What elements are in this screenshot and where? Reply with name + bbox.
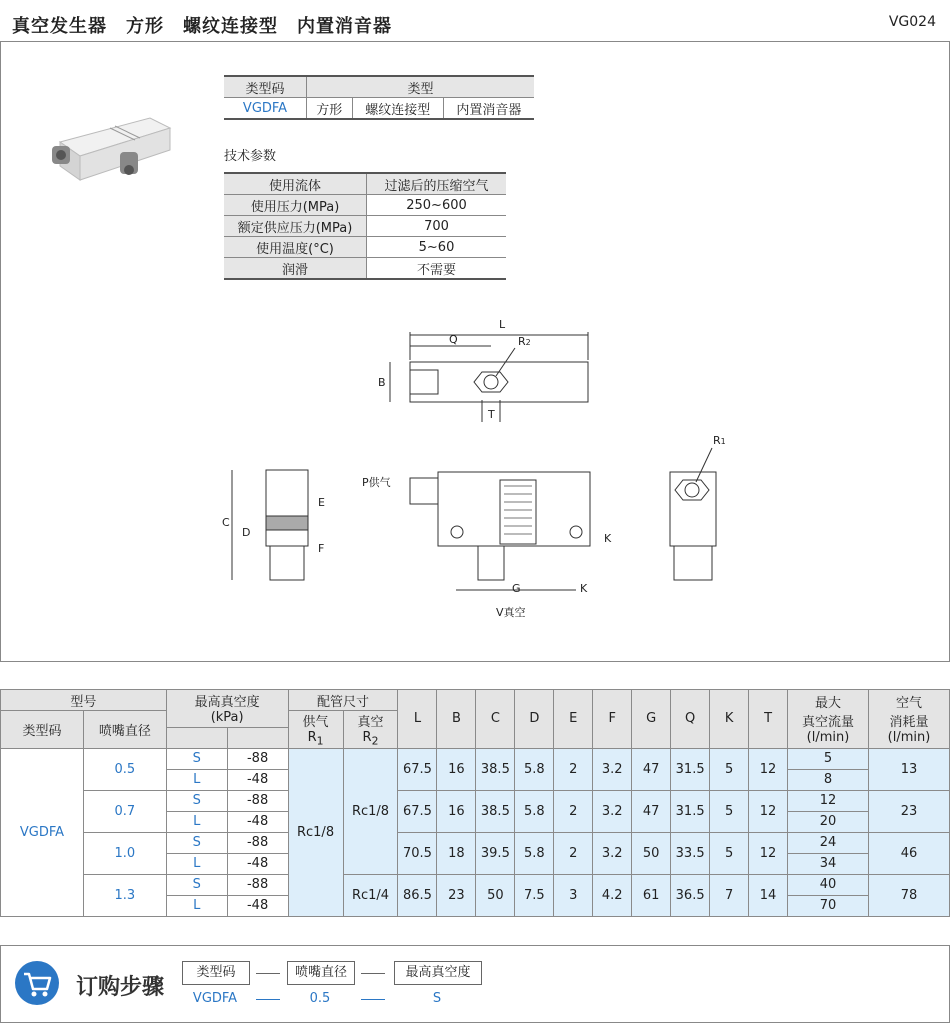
right-view-port bbox=[674, 546, 712, 580]
spec-E: 2 bbox=[554, 748, 593, 790]
spec-air: 13 bbox=[868, 748, 949, 790]
spec-l-value: -48 bbox=[227, 853, 288, 874]
spec-col-L: L bbox=[398, 690, 437, 749]
spec-flow-s: 40 bbox=[788, 874, 869, 895]
spec-Q: 36.5 bbox=[671, 874, 710, 916]
spec-flow-s: 12 bbox=[788, 790, 869, 811]
spec-B: 23 bbox=[437, 874, 476, 916]
top-view-body bbox=[410, 362, 588, 402]
spec-flow-l: 8 bbox=[788, 769, 869, 790]
tech-label: 使用流体 bbox=[224, 173, 367, 195]
spec-l: L bbox=[166, 895, 227, 916]
spec-E: 3 bbox=[554, 874, 593, 916]
spec-flow-l: 20 bbox=[788, 811, 869, 832]
spec-F: 3.2 bbox=[593, 748, 632, 790]
spec-header-vacr: 真空 $R_2$ bbox=[343, 711, 398, 749]
order-title: 订购步骤 bbox=[76, 975, 165, 1000]
spec-l-value: -48 bbox=[227, 895, 288, 916]
front-view-supply-port bbox=[410, 478, 438, 504]
spec-flow-l: 70 bbox=[788, 895, 869, 916]
spec-Q: 31.5 bbox=[671, 790, 710, 832]
spec-F: 3.2 bbox=[593, 790, 632, 832]
spec-col-B: B bbox=[437, 690, 476, 749]
spec-E: 2 bbox=[554, 790, 593, 832]
spec-s: S bbox=[166, 832, 227, 853]
spec-K: 7 bbox=[710, 874, 749, 916]
spec-header-vacuum: 最高真空度 (kPa) bbox=[166, 690, 288, 728]
spec-C: 38.5 bbox=[476, 748, 515, 790]
type-header: 类型 bbox=[307, 76, 535, 98]
spec-col-F: F bbox=[593, 690, 632, 749]
tech-label: 使用温度(°C) bbox=[224, 237, 367, 258]
tech-value: 250~600 bbox=[367, 195, 507, 216]
top-view-port bbox=[410, 370, 438, 394]
spec-D: 7.5 bbox=[515, 874, 554, 916]
spec-s-value: -88 bbox=[227, 790, 288, 811]
dim-F: F bbox=[318, 542, 325, 555]
spec-s-value: -88 bbox=[227, 832, 288, 853]
type-silencer: 内置消音器 bbox=[443, 98, 534, 120]
dim-R2: R2 bbox=[518, 335, 531, 348]
type-code-header: 类型码 bbox=[224, 76, 307, 98]
spec-D: 5.8 bbox=[515, 790, 554, 832]
tech-value: 5~60 bbox=[367, 237, 507, 258]
order-connector bbox=[256, 999, 280, 1000]
spec-s-value: -88 bbox=[227, 874, 288, 895]
spec-F: 4.2 bbox=[593, 874, 632, 916]
spec-nozzle: 1.3 bbox=[83, 874, 166, 916]
order-connector bbox=[361, 999, 385, 1000]
dim-T: T bbox=[488, 408, 495, 421]
spec-F: 3.2 bbox=[593, 832, 632, 874]
label-supply: P供气 bbox=[362, 476, 391, 489]
spec-s: S bbox=[166, 790, 227, 811]
spec-air: 46 bbox=[868, 832, 949, 874]
spec-D: 5.8 bbox=[515, 748, 554, 790]
tech-label: 额定供应压力(MPa) bbox=[224, 216, 367, 237]
type-code-value: VGDFA bbox=[224, 98, 307, 120]
order-value-vacuum: S bbox=[432, 991, 442, 1006]
dim-C: C bbox=[222, 516, 230, 529]
spec-Q: 31.5 bbox=[671, 748, 710, 790]
spec-B: 16 bbox=[437, 790, 476, 832]
spec-flow-s: 24 bbox=[788, 832, 869, 853]
tech-value: 不需要 bbox=[367, 258, 507, 280]
dim-L: L bbox=[499, 318, 506, 331]
spec-C: 39.5 bbox=[476, 832, 515, 874]
spec-code: VGDFA bbox=[1, 748, 84, 916]
tech-value: 过滤后的压缩空气 bbox=[367, 173, 507, 195]
dim-K-bottom: K bbox=[580, 582, 588, 595]
tech-label: 润滑 bbox=[224, 258, 367, 280]
dim-E: E bbox=[318, 496, 325, 509]
spec-nozzle: 1.0 bbox=[83, 832, 166, 874]
spec-air: 78 bbox=[868, 874, 949, 916]
spec-col-flow: 最大 真空流量 (l/min) bbox=[788, 690, 869, 749]
spec-G: 50 bbox=[632, 832, 671, 874]
spec-E: 2 bbox=[554, 832, 593, 874]
tech-table bbox=[224, 172, 506, 280]
order-connector bbox=[256, 973, 280, 974]
dimension-drawing bbox=[220, 310, 740, 630]
product-code: VG024 bbox=[888, 14, 936, 30]
spec-D: 5.8 bbox=[515, 832, 554, 874]
spec-L: 67.5 bbox=[398, 790, 437, 832]
spec-col-G: G bbox=[632, 690, 671, 749]
spec-vac-port: Rc1/4 bbox=[343, 874, 398, 916]
order-value-code: VGDFA bbox=[192, 991, 238, 1006]
spec-C: 38.5 bbox=[476, 790, 515, 832]
cart-icon bbox=[14, 960, 60, 1006]
spec-col-Q: Q bbox=[671, 690, 710, 749]
spec-nozzle: 0.5 bbox=[83, 748, 166, 790]
spec-s: S bbox=[166, 748, 227, 769]
spec-header-supply: 供气 $R_1$ bbox=[288, 711, 343, 749]
spec-l-value: -48 bbox=[227, 769, 288, 790]
spec-B: 18 bbox=[437, 832, 476, 874]
spec-l: L bbox=[166, 769, 227, 790]
spec-header-model: 型号 bbox=[1, 690, 167, 711]
dim-Q: Q bbox=[449, 333, 458, 346]
dim-G: G bbox=[512, 582, 521, 595]
spec-flow-l: 34 bbox=[788, 853, 869, 874]
spec-K: 5 bbox=[710, 748, 749, 790]
spec-G: 61 bbox=[632, 874, 671, 916]
spec-T: 12 bbox=[749, 790, 788, 832]
spec-s-value: -88 bbox=[227, 748, 288, 769]
spec-air: 23 bbox=[868, 790, 949, 832]
spec-header-pipe: 配管尺寸 bbox=[288, 690, 398, 711]
spec-T: 12 bbox=[749, 832, 788, 874]
order-box-vacuum: 最高真空度 bbox=[394, 961, 482, 985]
dim-D: D bbox=[242, 526, 251, 539]
page-title: 真空发生器 方形 螺纹连接型 内置消音器 bbox=[12, 16, 392, 37]
order-box-code: 类型码 bbox=[182, 961, 250, 985]
type-shape: 方形 bbox=[307, 98, 353, 120]
dim-R1: R1 bbox=[713, 434, 726, 447]
front-view-vacuum-port bbox=[478, 546, 504, 580]
spec-nozzle: 0.7 bbox=[83, 790, 166, 832]
spec-col-C: C bbox=[476, 690, 515, 749]
side-view-body bbox=[266, 470, 308, 546]
order-connector bbox=[361, 973, 385, 974]
spec-header-nozzle: 喷嘴直径 bbox=[83, 711, 166, 749]
spec-l-value: -48 bbox=[227, 811, 288, 832]
spec-header-code: 类型码 bbox=[1, 711, 84, 749]
spec-col-T: T bbox=[749, 690, 788, 749]
spec-L: 67.5 bbox=[398, 748, 437, 790]
spec-T: 14 bbox=[749, 874, 788, 916]
spec-G: 47 bbox=[632, 790, 671, 832]
spec-vac-port: Rc1/8 bbox=[343, 748, 398, 874]
order-box-nozzle: 喷嘴直径 bbox=[287, 961, 355, 985]
dim-K-side: K bbox=[604, 532, 612, 545]
spec-L: 70.5 bbox=[398, 832, 437, 874]
spec-col-air: 空气 消耗量 (l/min) bbox=[868, 690, 949, 749]
spec-B: 16 bbox=[437, 748, 476, 790]
spec-K: 5 bbox=[710, 832, 749, 874]
spec-C: 50 bbox=[476, 874, 515, 916]
side-view-port bbox=[270, 546, 304, 580]
spec-l: L bbox=[166, 853, 227, 874]
spec-col-K: K bbox=[710, 690, 749, 749]
order-value-nozzle: 0.5 bbox=[309, 991, 331, 1006]
spec-K: 5 bbox=[710, 790, 749, 832]
spec-G: 47 bbox=[632, 748, 671, 790]
tech-label: 使用压力(MPa) bbox=[224, 195, 367, 216]
type-connection: 螺纹连接型 bbox=[352, 98, 443, 120]
spec-col-E: E bbox=[554, 690, 593, 749]
label-vacuum: V真空 bbox=[496, 606, 526, 619]
spec-l: L bbox=[166, 811, 227, 832]
tech-title: 技术参数 bbox=[224, 149, 277, 164]
product-image bbox=[40, 110, 180, 190]
spec-T: 12 bbox=[749, 748, 788, 790]
spec-table bbox=[0, 689, 950, 917]
spec-flow-s: 5 bbox=[788, 748, 869, 769]
spec-s: S bbox=[166, 874, 227, 895]
spec-col-D: D bbox=[515, 690, 554, 749]
tech-value: 700 bbox=[367, 216, 507, 237]
front-view-body bbox=[438, 472, 590, 546]
spec-L: 86.5 bbox=[398, 874, 437, 916]
type-table bbox=[224, 75, 534, 120]
dim-B: B bbox=[378, 376, 386, 389]
spec-Q: 33.5 bbox=[671, 832, 710, 874]
spec-supply: Rc1/8 bbox=[288, 748, 343, 916]
